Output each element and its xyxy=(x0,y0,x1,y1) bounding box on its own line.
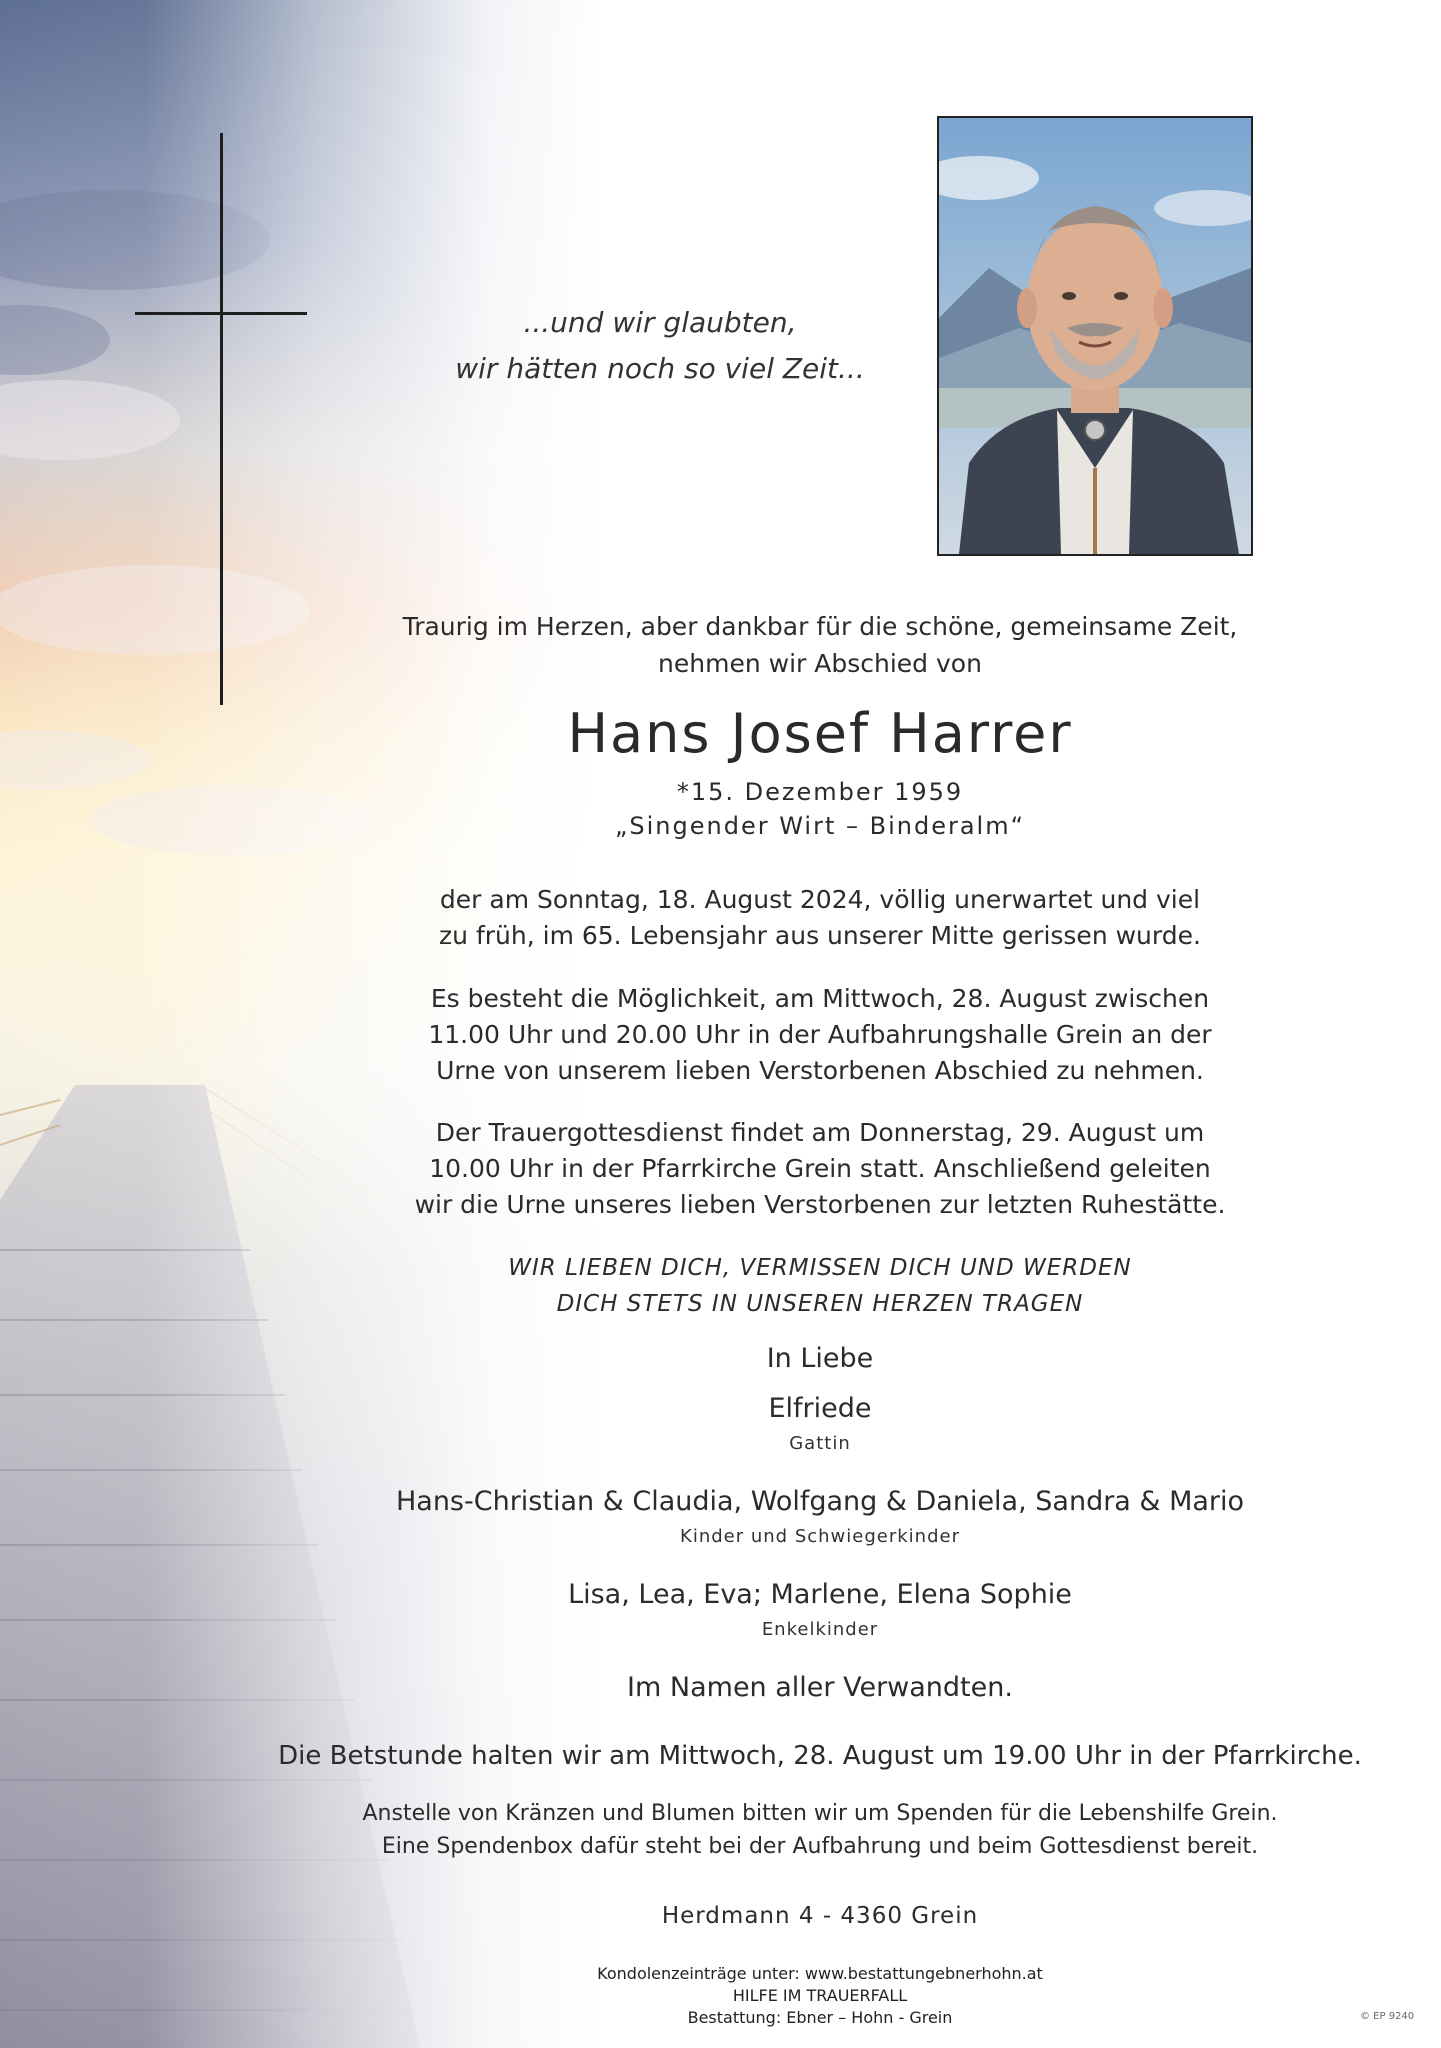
in-love-label: In Liebe xyxy=(766,1343,874,1374)
address: Herdmann 4 - 4360 Grein xyxy=(661,1903,979,1929)
death-paragraph xyxy=(260,882,1380,954)
intro-line-2: nehmen wir Abschied von xyxy=(658,649,982,678)
viewing-line-3: Urne von unserem lieben Verstorbenen Abschied zu nehmen. xyxy=(436,1056,1204,1085)
service-line-3: wir die Urne unseres lieben Verstorbenen zur letzten Ruhestätte. xyxy=(414,1190,1226,1219)
deceased-details xyxy=(260,775,1380,843)
children-names: Hans-Christian & Claudia, Wolfgang & Daniela, Sandra & Mario xyxy=(395,1486,1245,1517)
deceased-name: Hans Josef Harrer xyxy=(567,702,1073,765)
death-line-2: zu früh, im 65. Lebensjahr aus unserer Mitte gerissen wurde. xyxy=(439,921,1201,950)
quote-line-2: wir hätten noch so viel Zeit... xyxy=(455,352,865,385)
service-line-1: Der Trauergottesdienst findet am Donnerstag, 29. August um xyxy=(435,1118,1205,1147)
nickname: „Singender Wirt – Binderalm“ xyxy=(614,812,1026,840)
grandchildren-names: Lisa, Lea, Eva; Marlene, Elena Sophie xyxy=(568,1579,1072,1610)
spouse-role: Gattin xyxy=(789,1433,851,1454)
intro-line-1: Traurig im Herzen, aber dankbar für die schöne, gemeinsame Zeit, xyxy=(402,612,1238,641)
birth-date: *15. Dezember 1959 xyxy=(676,778,964,806)
help-label: HILFE IM TRAUERFALL xyxy=(732,1986,908,2005)
intro-text xyxy=(260,608,1380,682)
undertaker-name: Bestattung: Ebner – Hohn - Grein xyxy=(687,2008,953,2027)
quote-line-1: ...und wir glaubten, xyxy=(523,306,797,339)
motto-line-2: DICH STETS IN UNSEREN HERZEN TRAGEN xyxy=(556,1291,1084,1317)
relatives-line: Im Namen aller Verwandten. xyxy=(627,1672,1013,1703)
quote xyxy=(260,300,1060,392)
viewing-paragraph xyxy=(260,981,1380,1089)
undertaker-footer xyxy=(260,1963,1380,2029)
motto-line-1: WIR LIEBEN DICH, VERMISSEN DICH UND WERDEN xyxy=(508,1255,1132,1281)
prayer-hour: Die Betstunde halten wir am Mittwoch, 28. August um 19.00 Uhr in der Pfarrkirche. xyxy=(278,1741,1362,1771)
donations-line-2: Eine Spendenbox dafür steht bei der Aufbahrung und beim Gottesdienst bereit. xyxy=(381,1834,1259,1859)
motto xyxy=(260,1250,1380,1322)
print-code: © EP 9240 xyxy=(1360,2011,1415,2022)
donations-line-1: Anstelle von Kränzen und Blumen bitten wir um Spenden für die Lebenshilfe Grein. xyxy=(362,1801,1278,1826)
viewing-line-1: Es besteht die Möglichkeit, am Mittwoch, 28. August zwischen xyxy=(430,984,1210,1013)
viewing-line-2: 11.00 Uhr und 20.00 Uhr in der Aufbahrungshalle Grein an der xyxy=(428,1020,1212,1049)
grandchildren-role: Enkelkinder xyxy=(761,1619,879,1640)
condolence-link[interactable]: Kondolenzeinträge unter: www.bestattungebnerhohn.at xyxy=(597,1964,1043,1983)
spouse-name: Elfriede xyxy=(768,1393,872,1424)
children-role: Kinder und Schwiegerkinder xyxy=(680,1526,960,1547)
death-line-1: der am Sonntag, 18. August 2024, völlig unerwartet und viel xyxy=(439,885,1201,914)
service-line-2: 10.00 Uhr in der Pfarrkirche Grein statt. Anschließend geleiten xyxy=(429,1154,1211,1183)
service-paragraph xyxy=(260,1115,1380,1223)
donations-paragraph xyxy=(260,1797,1380,1863)
cross-vertical-bar xyxy=(220,133,223,705)
